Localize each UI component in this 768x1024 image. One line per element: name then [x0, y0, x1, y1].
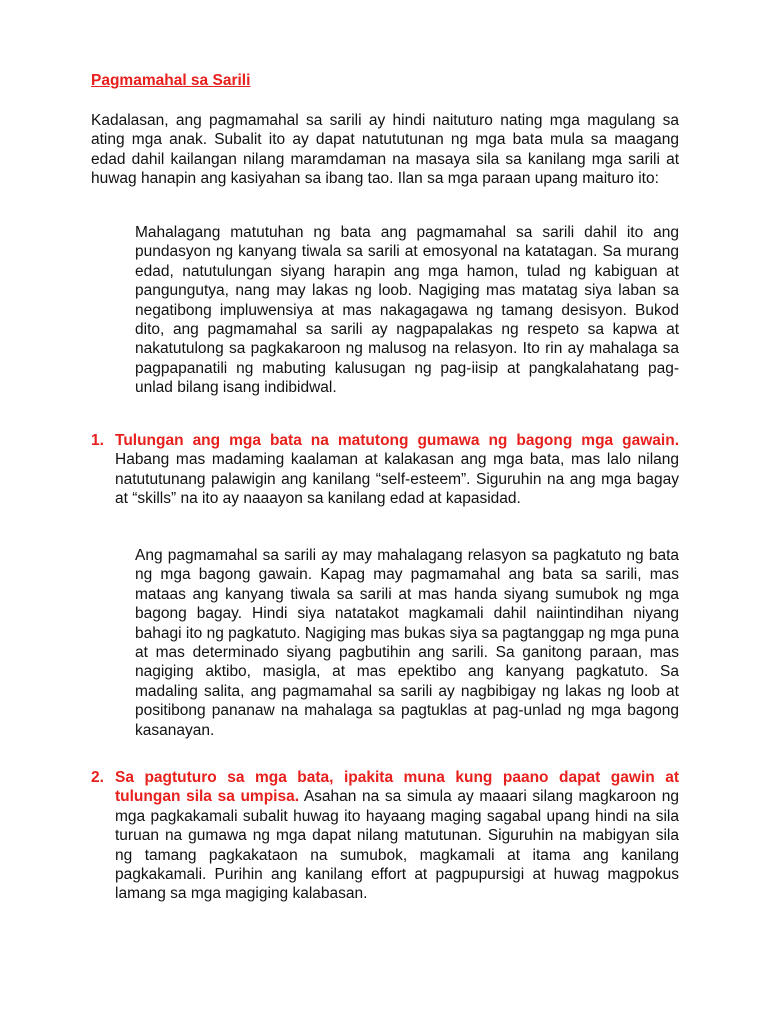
list-item-text: Habang mas madaming kaalaman at kalakasan ang mga bata, mas lalo nilang natututunang palawigin ang kanilang “self-esteem”. Siguruhin na ang mga bagay at “skills” na ito ay naaayon sa kanilang edad at kapasidad. [115, 451, 679, 508]
indented-paragraph-2: Ang pagmamahal sa sarili ay may mahalagang relasyon sa pagkatuto ng bata ng mga bagong gawain. Kapag may pagmamahal ang bata sa sarili, mas mataas ang kanyang tiwala sa sarili at mas handa siyang sumubok ng mga bagong bagay. Hindi siya natatakot magkamali dahil naiintindihan niyang bahagi ito ng pagkatuto. Nagiging mas bukas siya sa pagtanggap ng mga puna at mas determinado siyang pagbutihin ang sarili. Sa ganitong paraan, mas nagiging aktibo, masigla, at mas epektibo ang kanyang pagkatuto. Sa madaling salita, ang pagmamahal sa sarili ay nagbibigay ng lakas ng loob at positibong pananaw na mahalaga sa pagtuklas at pag-unlad ng mga bagong kasanayan. [135, 547, 679, 739]
list-item-heading: Sa pagtuturo sa mga bata, ipakita muna kung paano dapat gawin at tulungan sila sa umpisa. [115, 769, 679, 806]
list-item-body [115, 768, 679, 904]
indented-paragraph-1: Mahalagang matutuhan ng bata ang pagmamahal sa sarili dahil ito ang pundasyon ng kanyang tiwala sa sarili at emosyonal na katatagan. Sa murang edad, natutulungan siyang harapin ang mga hamon, tulad ng kabiguan at pangungutya, nang may lakas ng loob. Nagiging mas matatag siya laban sa negatibong impluwensiya at mas nakagagawa ng tamang desisyon. Bukod dito, ang pagmamahal sa sarili ay nagpapalakas ng respeto sa kapwa at nakatutulong sa pagkakaroon ng malusog na relasyon. Ito rin ay mahalaga sa pagpapanatili ng mabuting kalusugan ng pag-iisip at pangkalahatang pag-unlad bilang isang indibidwal. [135, 224, 679, 397]
list-item-heading: Tulungan ang mga bata na matutong gumawa ng bagong mga gawain. [115, 432, 679, 449]
list-item-body [115, 431, 679, 509]
list-item-number: 2. [91, 769, 104, 786]
intro-paragraph: Kadalasan, ang pagmamahal sa sarili ay hindi naituturo nating mga magulang sa ating mga anak. Subalit ito ay dapat natututunan ng mga bata mula sa maagang edad dahil kailangan nilang maramdaman na masaya sila sa kanilang mga sarili at huwag hanapin ang kasiyahan sa ibang tao. Ilan sa mga paraan upang maituro ito: [91, 112, 679, 188]
list-item-number: 1. [91, 432, 104, 449]
list-item-1 [91, 431, 679, 509]
document-title: Pagmamahal sa Sarili [91, 72, 251, 89]
list-item-2 [91, 768, 679, 904]
list-item-text: Asahan na sa simula ay maaari silang magkaroon ng mga pagkakamali subalit huwag ito hayaang maging sagabal upang hindi na sila turuan na gumawa ng mga dapat nilang matutunan. Siguruhin na mabigyan sila ng tamang pagkakataon na sumubok, magkamali at itama ang kanilang pagkakamali. Purihin ang kanilang effort at pagpupursigi at huwag magpokus lamang sa mga magiging kalabasan. [115, 788, 679, 903]
